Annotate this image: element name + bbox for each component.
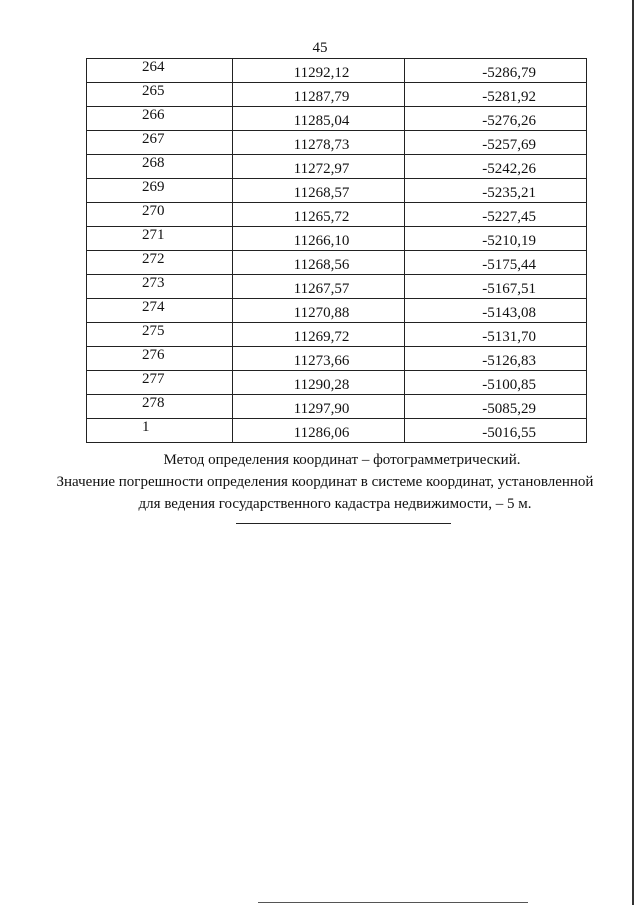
x-coordinate-cell: 11269,72 xyxy=(233,323,405,347)
table-row xyxy=(87,419,587,443)
table-row xyxy=(87,347,587,371)
y-coordinate-cell: -5131,70 xyxy=(405,323,587,347)
y-coordinate-cell: -5281,92 xyxy=(405,83,587,107)
y-coordinate-cell: -5143,08 xyxy=(405,299,587,323)
x-coordinate-cell: 11297,90 xyxy=(233,395,405,419)
table-row xyxy=(87,323,587,347)
point-number-cell: 272 xyxy=(87,251,233,275)
point-number-cell: 265 xyxy=(87,83,233,107)
table-row xyxy=(87,155,587,179)
y-coordinate-cell: -5227,45 xyxy=(405,203,587,227)
table-row xyxy=(87,83,587,107)
point-number-cell: 274 xyxy=(87,299,233,323)
point-number-cell: 269 xyxy=(87,179,233,203)
y-coordinate-cell: -5235,21 xyxy=(405,179,587,203)
x-coordinate-cell: 11287,79 xyxy=(233,83,405,107)
coordinates-table xyxy=(86,58,587,443)
point-number-cell: 278 xyxy=(87,395,233,419)
point-number-cell: 271 xyxy=(87,227,233,251)
x-coordinate-cell: 11270,88 xyxy=(233,299,405,323)
table-row xyxy=(87,179,587,203)
point-number-cell: 266 xyxy=(87,107,233,131)
page-number: 45 xyxy=(312,40,328,56)
coordinates-table-body xyxy=(87,59,587,443)
x-coordinate-cell: 11278,73 xyxy=(233,131,405,155)
x-coordinate-cell: 11268,56 xyxy=(233,251,405,275)
method-note: Метод определения координат – фотограмметрический. xyxy=(163,452,521,468)
point-number-cell: 270 xyxy=(87,203,233,227)
point-number-cell: 275 xyxy=(87,323,233,347)
x-coordinate-cell: 11265,72 xyxy=(233,203,405,227)
accuracy-note-line-1: Значение погрешности определения координат в системе координат, установленной xyxy=(56,474,594,490)
closing-rule xyxy=(236,523,451,524)
point-number-cell: 264 xyxy=(87,59,233,83)
table-row xyxy=(87,227,587,251)
y-coordinate-cell: -5016,55 xyxy=(405,419,587,443)
y-coordinate-cell: -5242,26 xyxy=(405,155,587,179)
table-row xyxy=(87,299,587,323)
point-number-cell: 1 xyxy=(87,419,233,443)
point-number-cell: 276 xyxy=(87,347,233,371)
y-coordinate-cell: -5276,26 xyxy=(405,107,587,131)
point-number-cell: 268 xyxy=(87,155,233,179)
table-row xyxy=(87,251,587,275)
x-coordinate-cell: 11286,06 xyxy=(233,419,405,443)
x-coordinate-cell: 11285,04 xyxy=(233,107,405,131)
point-number-cell: 273 xyxy=(87,275,233,299)
accuracy-note-line-2: для ведения государственного кадастра недвижимости, – 5 м. xyxy=(138,496,532,512)
scan-edge-right xyxy=(632,0,634,905)
y-coordinate-cell: -5286,79 xyxy=(405,59,587,83)
x-coordinate-cell: 11273,66 xyxy=(233,347,405,371)
x-coordinate-cell: 11267,57 xyxy=(233,275,405,299)
y-coordinate-cell: -5257,69 xyxy=(405,131,587,155)
table-row xyxy=(87,275,587,299)
y-coordinate-cell: -5167,51 xyxy=(405,275,587,299)
point-number-cell: 277 xyxy=(87,371,233,395)
table-row xyxy=(87,203,587,227)
y-coordinate-cell: -5100,85 xyxy=(405,371,587,395)
x-coordinate-cell: 11268,57 xyxy=(233,179,405,203)
y-coordinate-cell: -5126,83 xyxy=(405,347,587,371)
x-coordinate-cell: 11266,10 xyxy=(233,227,405,251)
x-coordinate-cell: 11272,97 xyxy=(233,155,405,179)
scan-edge-bottom xyxy=(258,902,528,903)
table-row xyxy=(87,371,587,395)
table-row xyxy=(87,395,587,419)
notes-block xyxy=(0,449,640,515)
table-row xyxy=(87,59,587,83)
y-coordinate-cell: -5085,29 xyxy=(405,395,587,419)
table-row xyxy=(87,131,587,155)
point-number-cell: 267 xyxy=(87,131,233,155)
x-coordinate-cell: 11292,12 xyxy=(233,59,405,83)
x-coordinate-cell: 11290,28 xyxy=(233,371,405,395)
y-coordinate-cell: -5210,19 xyxy=(405,227,587,251)
table-row xyxy=(87,107,587,131)
y-coordinate-cell: -5175,44 xyxy=(405,251,587,275)
